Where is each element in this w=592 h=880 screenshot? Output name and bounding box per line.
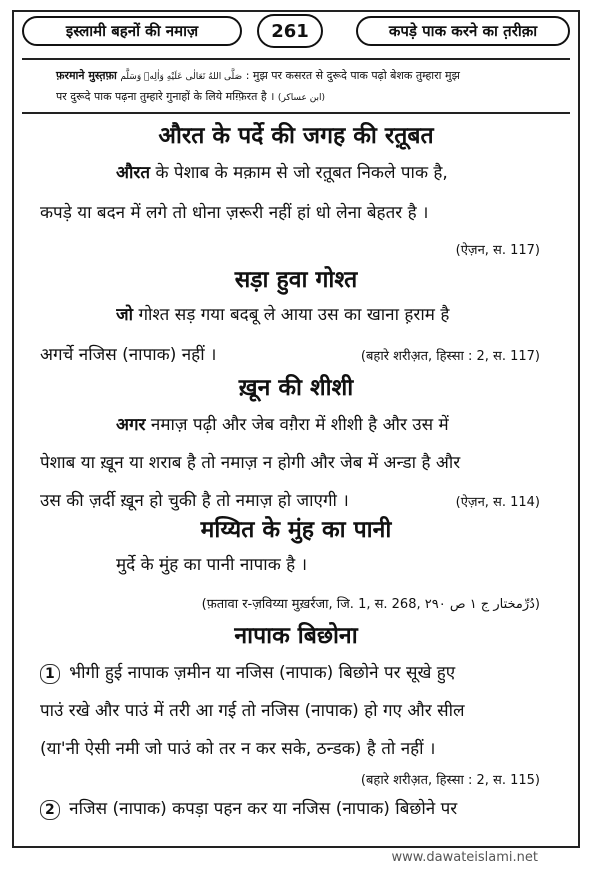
item-1-line-1 <box>40 660 552 684</box>
section-1-lead: औरत <box>116 163 151 183</box>
item-2-text-1: नजिस (नापाक) कपड़ा पहन कर या नजिस (नापाक) बिछोने पर <box>69 799 458 819</box>
item-2-line-1 <box>40 796 552 820</box>
item-1-line-2: पाउं रखे और पाउं में तरी आ गई तो नजिस (नापाक) हो गए और सील <box>40 701 465 721</box>
section-1-ref: (ऐज़न, स. 117) <box>455 243 540 258</box>
farman-source: (ابن عساکر) <box>277 93 326 103</box>
section-3-line-2: पेशाब या ख़ून या शराब है तो नमाज़ न होगी और जेब में अन्डा है और <box>40 453 461 473</box>
item-1-text-1: भीगी हुई नापाक ज़मीन या नजिस (नापाक) बिछोने पर सूखे हुए <box>69 663 456 683</box>
section-1-line-1 <box>116 160 552 183</box>
heading-section-4: मय्यित के मुंह का पानी <box>200 517 392 543</box>
farman-line2: पर दुरूदे पाक पढ़ना तुम्हारे गुनाहों के लिये मग़्फ़िरत है । <box>56 90 275 103</box>
heading-section-3: ख़ून की शीशी <box>238 375 354 401</box>
section-3-line-1 <box>116 412 552 435</box>
section-2-ref: (बहारे शरीअ़त, हिस्सा : 2, स. 117) <box>360 349 540 364</box>
item-1-ref: (बहारे शरीअ़त, हिस्सा : 2, स. 115) <box>360 773 540 788</box>
farman-box <box>56 66 536 108</box>
section-3-lead: अगर <box>116 415 146 435</box>
item-1-line-3: (या'नी ऐसी नमी जो पाउं को तर न कर सके, ठन्डक) है तो नहीं । <box>40 739 436 759</box>
section-2-text-1: गोश्त सड़ गया बदबू ले आया उस का खाना ह़राम है <box>138 305 450 325</box>
page-header <box>22 14 570 50</box>
farman-line1: : मुझ पर कसरत से दुरूदे पाक पढ़ो बेशक तुम्हारा मुझ <box>245 69 460 82</box>
divider-farman <box>22 112 570 114</box>
item-1-number: 1 <box>40 664 60 684</box>
item-2-number: 2 <box>40 800 60 820</box>
section-3-text-1: नमाज़ पढ़ी और जेब वग़ैरा में शीशी है और उस में <box>150 415 449 435</box>
divider-top <box>22 58 570 60</box>
farman-label: फ़रमाने मुस्त़फ़ा <box>56 69 117 82</box>
section-2-text-2: अगर्चे नजिस (नापाक) नहीं । <box>40 345 217 365</box>
section-2-lead: जो <box>116 305 134 325</box>
section-1-line-2: कपड़े या बदन में लगे तो धोना ज़रूरी नहीं हां धो लेना बेहतर है । <box>40 203 429 223</box>
section-2-line-1 <box>116 302 552 325</box>
heading-section-1: औरत के पर्दे की जगह की रत़ूबत <box>158 123 434 149</box>
chapter-title: कपड़े पाक करने का त़रीक़ा <box>356 16 570 46</box>
section-3-line-3: उस की ज़र्दी ख़ून हो चुकी है तो नमाज़ हो जाएगी । <box>40 491 349 511</box>
section-4-ref: (फ़तावा र-ज़विय्या मुख़र्रजा, जि. 1, स. 268, دُرِّمختار ج ۱ ص ۲۹۰) <box>201 597 540 612</box>
page-number: 261 <box>257 14 323 48</box>
heading-section-5: नापाक बिछोना <box>234 623 358 649</box>
section-1-text-1: के पेशाब के मक़ाम से जो रत़ूबत निकले पाक है, <box>155 163 448 183</box>
farman-honorific: صَلَّى اللهُ تَعَالٰى عَلَيْهِ وَاٰلِهٖ وَسَلَّم <box>120 72 243 82</box>
heading-section-2: सड़ा हुवा गोश्त <box>234 267 358 293</box>
section-3-ref: (ऐज़न, स. 114) <box>455 495 540 510</box>
section-4-line-1: मुर्दे के मुंह का पानी नापाक है । <box>116 555 308 575</box>
book-title: इस्लामी बहनों की नमाज़ <box>22 16 242 46</box>
footer-url: www.dawateislami.net <box>391 850 538 865</box>
